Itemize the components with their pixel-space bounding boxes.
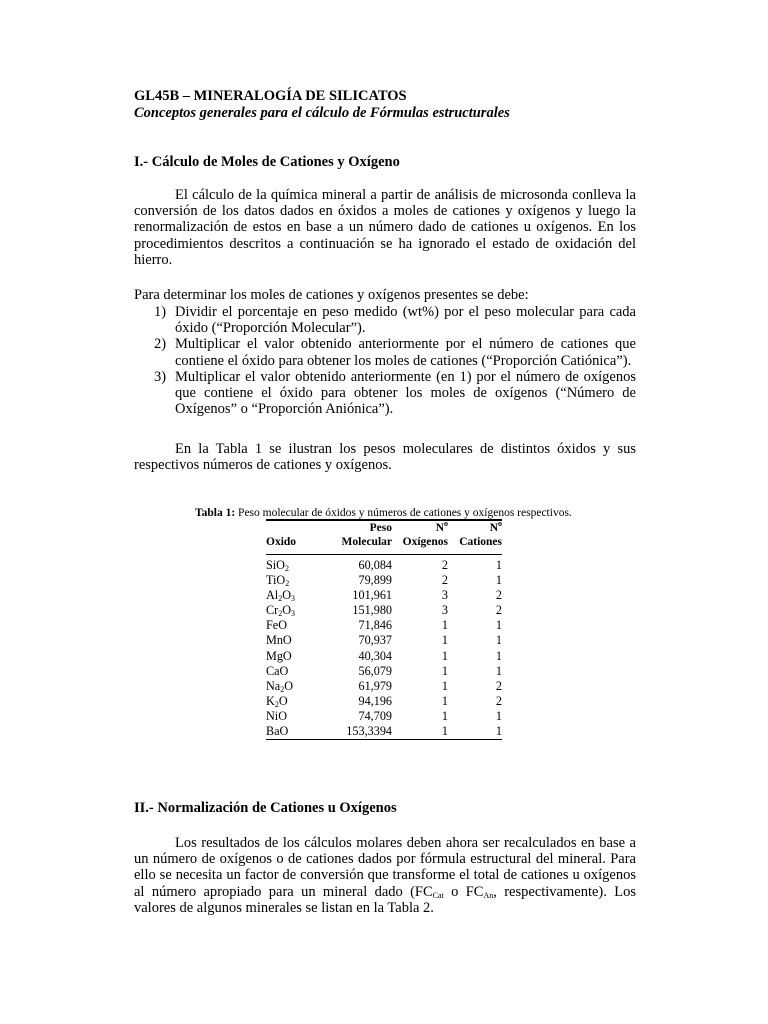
- oxygen-count: 1: [441, 648, 448, 663]
- steps-intro: Para determinar los moles de cationes y oxígenos presentes se debe:: [134, 287, 529, 303]
- oxide-formula: [266, 588, 328, 603]
- table-row: [266, 694, 502, 709]
- course-title: GL45B – MINERALOGÍA DE SILICATOS: [134, 88, 407, 104]
- section1-paragraph2: En la Tabla 1 se ilustran los pesos moleculares de distintos óxidos y sus respectivos números de cationes y oxígenos.: [134, 441, 636, 474]
- col-header-cations-sup: o: [498, 519, 502, 528]
- oxide-rows: [266, 555, 502, 740]
- cation-count: 2: [495, 693, 502, 708]
- step-number: 3): [154, 368, 167, 385]
- oxide-formula-sub: 2: [284, 564, 289, 573]
- oxide-formula-base: Na: [266, 678, 281, 693]
- oxide-formula-sub: 2: [274, 699, 279, 709]
- oxide-formula-sub: 2: [278, 609, 283, 619]
- table-row: [266, 633, 502, 648]
- oxide-formula: [266, 709, 328, 724]
- list-item: [134, 369, 636, 418]
- cation-count: 1: [495, 573, 502, 588]
- section1-paragraph1: El cálculo de la química mineral a partir de análisis de microsonda conlleva la conversión de los datos dados en óxidos a moles de cationes y oxígenos y luego la renormalización de estos en base a un número dado de cationes u oxígenos. En los procedimientos descritos a continuación se ha ignorado el estado de oxidación del hierro.: [134, 187, 636, 268]
- oxygen-count: 1: [441, 678, 448, 693]
- document-subtitle: Conceptos generales para el cálculo de Fórmulas estructurales: [134, 105, 510, 121]
- oxygen-count: 1: [441, 633, 448, 648]
- molecular-weight: 94,196: [358, 693, 392, 708]
- table-row: [266, 618, 502, 633]
- oxide-formula-base: Al: [266, 588, 279, 603]
- table-row: [266, 588, 502, 603]
- oxide-formula-sub: 2: [285, 579, 290, 589]
- oxide-formula-base: MnO: [266, 633, 292, 648]
- molecular-weight: 71,846: [358, 618, 392, 633]
- oxygen-count: 1: [441, 693, 448, 708]
- table-row: [266, 679, 502, 694]
- oxide-formula: [266, 555, 328, 574]
- oxide-formula-base: Cr: [266, 603, 279, 618]
- oxide-formula-base: NiO: [266, 708, 287, 723]
- cation-count: 2: [495, 588, 502, 603]
- table-row: [266, 555, 502, 574]
- cation-count: 1: [495, 708, 502, 723]
- table-row: [266, 603, 502, 618]
- step-text: Multiplicar el valor obtenido anteriormente por el número de cationes que contiene el óxido para obtener los moles de cationes (“Proporción Catiónica”).: [175, 336, 636, 369]
- step-text: Multiplicar el valor obtenido anteriormente (en 1) por el número de oxígenos que contiene el óxido para obtener los moles de oxígenos (“Número de Oxígenos” o “Proporción Aniónica”).: [175, 368, 636, 418]
- molecular-weight: 60,084: [358, 558, 392, 572]
- table-row: [266, 709, 502, 724]
- oxide-formula-tail: O: [284, 678, 294, 693]
- list-item: [134, 336, 636, 368]
- oxide-formula-base: TiO: [266, 573, 286, 588]
- col-header-weight-line1: Peso: [369, 522, 392, 534]
- col-header-weight: [328, 520, 392, 555]
- cation-count: 2: [495, 603, 502, 618]
- molecular-weight: 61,979: [358, 678, 392, 693]
- oxide-formula-base: FeO: [266, 618, 287, 633]
- cation-count: 1: [495, 633, 502, 648]
- col-header-weight-line2: Molecular: [341, 536, 392, 548]
- oxide-formula-sub: 2: [278, 594, 283, 604]
- molecular-weight: 101,961: [352, 588, 392, 603]
- oxide-formula-sub2: 3: [291, 609, 295, 619]
- col-header-cations: [448, 520, 502, 555]
- oxide-formula-sub2: 3: [291, 594, 295, 604]
- oxygen-count: 2: [441, 573, 448, 588]
- oxygen-count: 3: [441, 588, 448, 603]
- molecular-weight: 79,899: [358, 573, 392, 588]
- oxygen-count: 1: [441, 618, 448, 633]
- section1-heading: I.- Cálculo de Moles de Cationes y Oxígeno: [134, 154, 400, 170]
- oxygen-count: 3: [441, 603, 448, 618]
- section2-text-start: Los resultados de los cálculos molares deben ahora ser recalculados en base a un número de oxígenos o de cationes dados por fórmula estructural del mineral. Para ello se necesita un factor de conversión que transforme el total de cationes u oxígenos al número apropiado para un mineral dado (FC: [134, 835, 636, 900]
- col-header-oxygens-sup: o: [444, 519, 448, 528]
- col-header-oxide: Oxido: [266, 520, 328, 555]
- table-row: [266, 664, 502, 679]
- section2-heading: II.- Normalización de Cationes u Oxígenos: [134, 800, 397, 816]
- table-row: [266, 649, 502, 664]
- table1-caption: [195, 506, 572, 520]
- molecular-weight: 74,709: [358, 708, 392, 723]
- cation-count: 1: [495, 648, 502, 663]
- cation-count: 1: [495, 558, 502, 572]
- cation-count: 1: [495, 663, 502, 678]
- oxide-formula-base: MgO: [266, 648, 292, 663]
- oxide-formula-sub: 2: [280, 684, 285, 694]
- oxide-formula-base: SiO: [266, 558, 285, 572]
- col-header-oxygens-line2: Oxígenos: [402, 536, 448, 548]
- section2-text-end: , respectivamente). Los valores de algunos minerales se listan en la Tabla 2.: [134, 883, 636, 916]
- oxide-formula-base: BaO: [266, 724, 289, 739]
- oxygen-count: 1: [392, 724, 448, 740]
- step-text: Dividir el porcentaje en peso medido (wt%) por el peso molecular para cada óxido (“Proporción Molecular”).: [175, 304, 636, 337]
- cation-count: 2: [495, 678, 502, 693]
- subscript-an: An: [483, 890, 494, 900]
- oxide-formula-tail: O: [278, 693, 288, 708]
- oxide-formula: [266, 679, 328, 694]
- oxygen-count: 1: [441, 663, 448, 678]
- step-number: 1): [154, 304, 167, 320]
- oxide-formula: [266, 724, 328, 740]
- oxide-formula-base: CaO: [266, 663, 289, 678]
- oxide-formula-base: K: [266, 693, 275, 708]
- list-item: [134, 304, 636, 336]
- cation-count: 1: [448, 724, 502, 740]
- oxides-table: [266, 519, 502, 740]
- molecular-weight: 153,3394: [328, 724, 392, 740]
- oxygen-count: 1: [441, 708, 448, 723]
- molecular-weight: 40,304: [358, 648, 392, 663]
- col-header-cations-line1: N: [489, 522, 498, 534]
- molecular-weight: 56,079: [358, 663, 392, 678]
- oxide-formula: [266, 618, 328, 633]
- col-header-oxygens: [392, 520, 448, 555]
- col-header-oxygens-line1: N: [435, 522, 444, 534]
- section2-text-middle: o FC: [443, 883, 484, 900]
- table-row: [266, 573, 502, 588]
- steps-list: [134, 304, 636, 417]
- cation-count: 1: [495, 618, 502, 633]
- oxide-formula: [266, 664, 328, 679]
- oxygen-count: 2: [441, 558, 448, 572]
- table1-caption-label: Tabla 1:: [195, 507, 236, 519]
- col-header-cations-line2: Cationes: [459, 536, 502, 548]
- table-row: [266, 724, 502, 740]
- oxide-formula: [266, 573, 328, 588]
- oxide-formula-tail: O: [282, 603, 291, 618]
- section2-paragraph: [134, 835, 636, 916]
- oxide-formula: [266, 694, 328, 709]
- table1-caption-text: Peso molecular de óxidos y números de cationes y oxígenos respectivos.: [238, 507, 572, 519]
- step-number: 2): [154, 336, 167, 353]
- molecular-weight: 70,937: [358, 633, 392, 648]
- molecular-weight: 151,980: [352, 603, 392, 618]
- subscript-cat: Cat: [432, 890, 444, 900]
- oxide-formula-tail: O: [282, 588, 291, 603]
- oxide-formula: [266, 649, 328, 664]
- oxide-formula: [266, 603, 328, 618]
- oxide-formula: [266, 633, 328, 648]
